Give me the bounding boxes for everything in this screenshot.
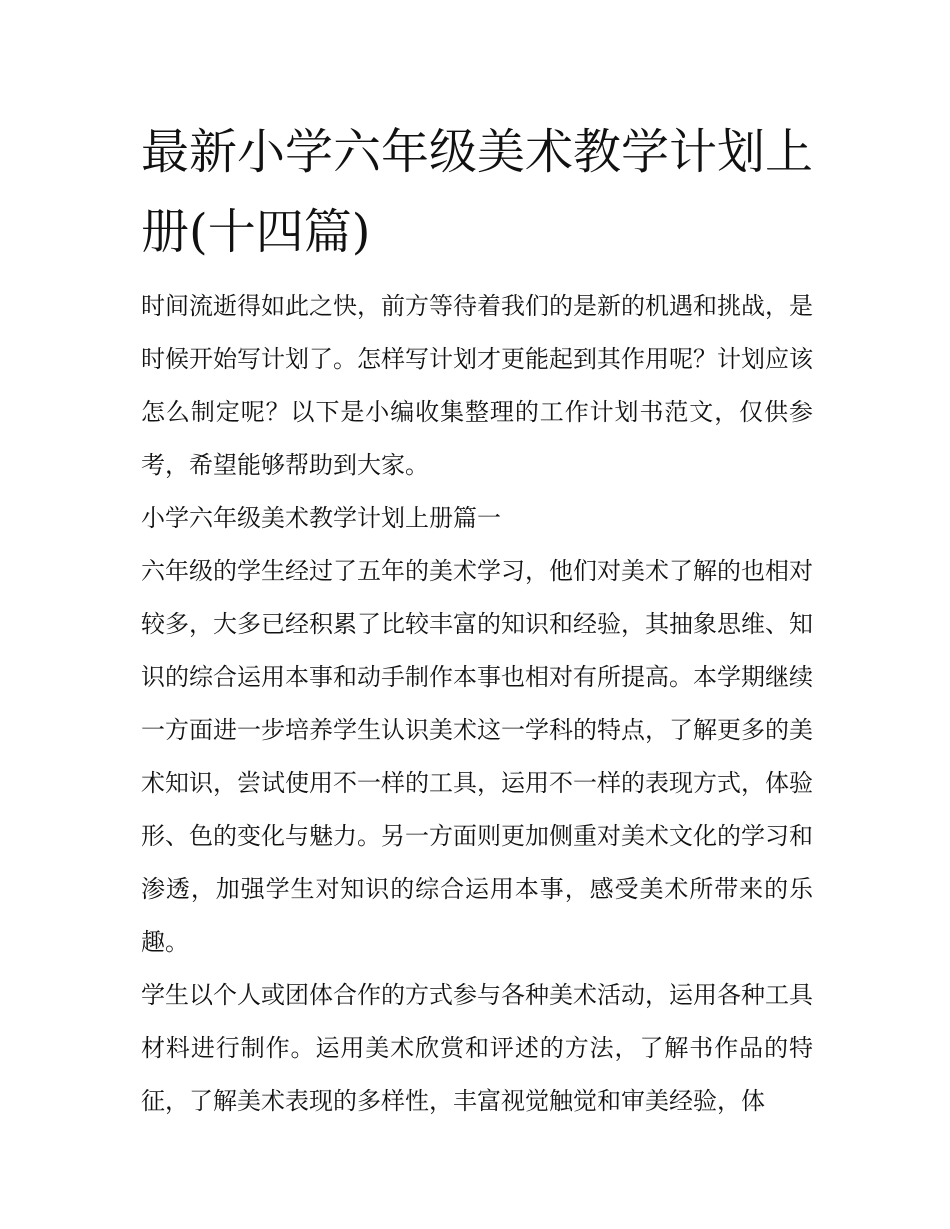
- body-paragraph-2: 学生以个人或团体合作的方式参与各种美术活动，运用各种工具材料进行制作。运用美术欣赏和评述的方法，了解书作品的特征，了解美术表现的多样性，丰富视觉触觉和审美经验，体: [141, 981, 813, 1115]
- body-paragraph-1: 六年级的学生经过了五年的美术学习，他们对美术了解的也相对较多，大多已经积累了比较丰富的知识和经验，其抽象思维、知识的综合运用本事和动手制作本事也相对有所提高。本学期继续一方面进一步培养学生认识美术这一学科的特点，了解更多的美术知识，尝试使用不一样的工具，运用不一样的表现方式，体验形、色的变化与魅力。另一方面则更加侧重对美术文化的学习和渗透，加强学生对知识的综合运用本事，感受美术所带来的乐趣。: [141, 557, 813, 956]
- section-heading: 小学六年级美术教学计划上册篇一: [141, 504, 501, 532]
- intro-paragraph: 时间流逝得如此之快，前方等待着我们的是新的机遇和挑战，是时候开始写计划了。怎样写计划才更能起到其作用呢？计划应该怎么制定呢？以下是小编收集整理的工作计划书范文，仅供参考，希望能够帮助到大家。: [141, 292, 813, 479]
- document-title: 最新小学六年级美术教学计划上册(十四篇): [141, 124, 814, 260]
- document-body: [141, 112, 813, 1128]
